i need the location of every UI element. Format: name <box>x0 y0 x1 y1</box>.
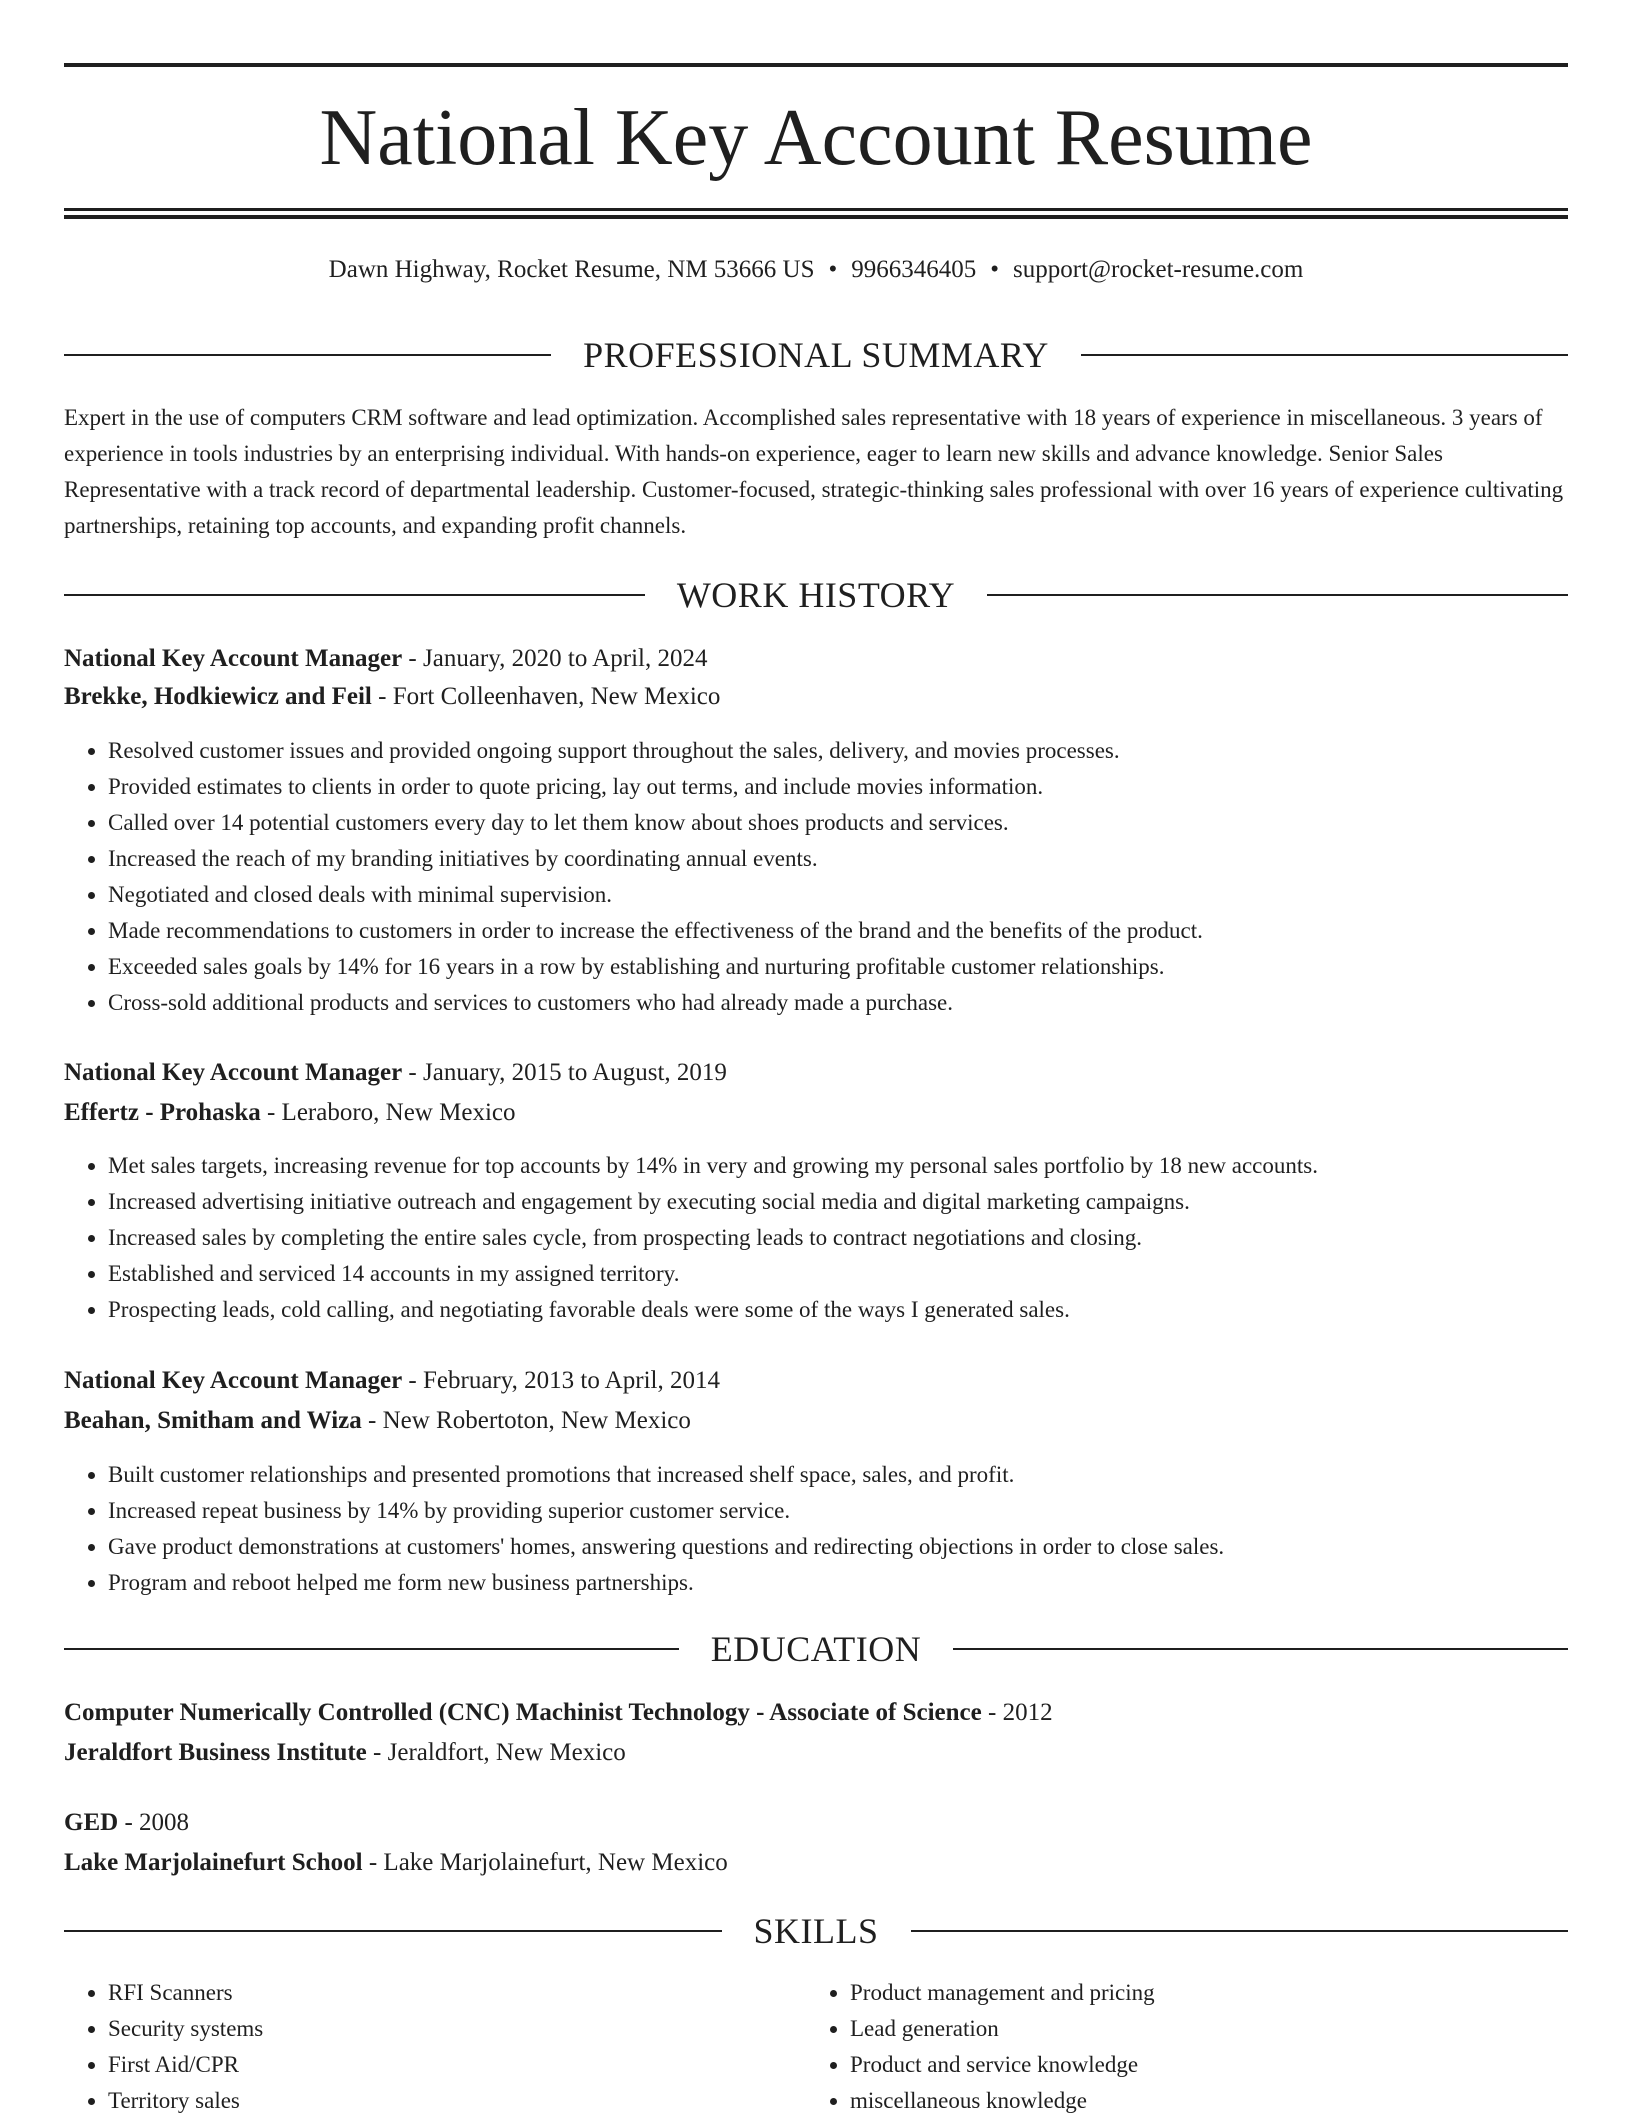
list-item: • RFI Scanners <box>108 1975 808 2011</box>
divider <box>911 1930 1569 1932</box>
list-item: • Prospecting leads, cold calling, and negotiating favorable deals were some of the ways I generated sales. <box>108 1292 1568 1328</box>
list-item: • Increased sales by completing the entire sales cycle, from prospecting leads to contract negotiations and closing. <box>108 1220 1568 1256</box>
list-item: • Territory sales <box>108 2083 808 2119</box>
skills-list-right <box>806 1975 1550 2119</box>
job-bullets <box>64 1148 1568 1328</box>
job-company: Brekke, Hodkiewicz and Feil <box>64 683 372 710</box>
job-bullets <box>64 733 1568 1021</box>
contact-separator: • <box>828 256 838 283</box>
list-item: • Increased the reach of my branding initiatives by coordinating annual events. <box>108 841 1568 877</box>
list-item: • Gave product demonstrations at customers' homes, answering questions and redirecting objections in order to close sales. <box>108 1529 1568 1565</box>
contact-email: support@rocket-resume.com <box>1013 256 1304 283</box>
education-degree-line <box>64 1807 1568 1839</box>
section-header-education <box>64 1629 1568 1669</box>
job-company: Effertz - Prohaska <box>64 1099 261 1126</box>
job-location: - Leraboro, New Mexico <box>260 1099 516 1126</box>
divider <box>64 594 645 596</box>
list-item: • Cross-sold additional products and services to customers who had already made a purchase. <box>108 985 1568 1021</box>
job-title-line <box>64 1057 1568 1089</box>
section-header-work <box>64 575 1568 615</box>
skills-list-left <box>64 1975 808 2119</box>
list-item: • Increased repeat business by 14% by providing superior customer service. <box>108 1493 1568 1529</box>
list-item: • Increased advertising initiative outreach and engagement by executing social media and digital marketing campaigns. <box>108 1184 1568 1220</box>
list-item: • Resolved customer issues and provided ongoing support throughout the sales, delivery, and movies processes. <box>108 733 1568 769</box>
job-location: - Fort Colleenhaven, New Mexico <box>371 683 721 710</box>
divider <box>1081 354 1568 356</box>
contact-phone: 9966346405 <box>851 256 977 283</box>
title-rule-upper <box>64 208 1568 211</box>
contact-separator: • <box>990 256 1000 283</box>
education-location: - Lake Marjolainefurt, New Mexico <box>362 1849 728 1876</box>
education-year: - 2008 <box>118 1809 190 1836</box>
resume-title: National Key Account Resume <box>319 94 1313 182</box>
contact-address: Dawn Highway, Rocket Resume, NM 53666 US <box>328 256 815 283</box>
contact-line <box>64 255 1568 285</box>
list-item: • Program and reboot helped me form new business partnerships. <box>108 1565 1568 1601</box>
job-location: - New Robertoton, New Mexico <box>361 1407 691 1434</box>
top-rule <box>64 63 1568 67</box>
list-item: • Product management and pricing <box>850 1975 1550 2011</box>
education-school-line <box>64 1737 1568 1769</box>
list-item: • Exceeded sales goals by 14% for 16 years in a row by establishing and nurturing profitable customer relationships. <box>108 949 1568 985</box>
section-header-summary <box>64 335 1568 375</box>
section-title: WORK HISTORY <box>676 575 956 615</box>
list-item: • Product and service knowledge <box>850 2047 1550 2083</box>
job-company-line <box>64 681 1568 713</box>
list-item: • Negotiated and closed deals with minimal supervision. <box>108 877 1568 913</box>
education-degree: GED <box>64 1809 119 1836</box>
education-school: Jeraldfort Business Institute <box>64 1739 367 1766</box>
divider <box>987 594 1568 596</box>
job-dates: - January, 2020 to April, 2024 <box>402 645 708 672</box>
section-title: PROFESSIONAL SUMMARY <box>583 335 1049 375</box>
title-rule-lower <box>64 215 1568 219</box>
list-item: • Built customer relationships and presented promotions that increased shelf space, sales, and profit. <box>108 1457 1568 1493</box>
list-item: • First Aid/CPR <box>108 2047 808 2083</box>
education-degree: Computer Numerically Controlled (CNC) Machinist Technology - Associate of Science <box>64 1699 982 1726</box>
job-title: National Key Account Manager <box>64 645 403 672</box>
job-dates: - January, 2015 to August, 2019 <box>402 1059 727 1086</box>
education-school: Lake Marjolainefurt School <box>64 1849 363 1876</box>
job-company: Beahan, Smitham and Wiza <box>64 1407 362 1434</box>
list-item: • Security systems <box>108 2011 808 2047</box>
list-item: • Called over 14 potential customers every day to let them know about shoes products and services. <box>108 805 1568 841</box>
education-school-line <box>64 1847 1568 1879</box>
education-location: - Jeraldfort, New Mexico <box>366 1739 626 1766</box>
list-item: • Lead generation <box>850 2011 1550 2047</box>
education-year: - 2012 <box>981 1699 1053 1726</box>
list-item: • Met sales targets, increasing revenue for top accounts by 14% in very and growing my personal sales portfolio by 18 new accounts. <box>108 1148 1568 1184</box>
summary-text: Expert in the use of computers CRM software and lead optimization. Accomplished sales representative with 18 years of experience in miscellaneous. 3 years of experience in tools industries by an enterprising individual. With hands-on experience, eager to learn new skills and advance knowledge. Senior Sales Representative with a track record of departmental leadership. Customer-focused, strategic-thinking sales professional with over 16 years of experience cultivating partnerships, retaining top accounts, and expanding profit channels. <box>64 405 1564 538</box>
divider <box>953 1648 1568 1650</box>
list-item: • Made recommendations to customers in order to increase the effectiveness of the brand and the benefits of the product. <box>108 913 1568 949</box>
list-item: • Established and serviced 14 accounts in my assigned territory. <box>108 1256 1568 1292</box>
education-degree-line <box>64 1697 1568 1729</box>
section-title: SKILLS <box>753 1911 879 1951</box>
job-dates: - February, 2013 to April, 2014 <box>402 1367 720 1394</box>
divider <box>64 1930 722 1932</box>
job-title-line <box>64 643 1568 675</box>
divider <box>64 1648 679 1650</box>
job-title-line <box>64 1365 1568 1397</box>
job-company-line <box>64 1097 1568 1129</box>
job-title: National Key Account Manager <box>64 1367 403 1394</box>
section-title: EDUCATION <box>710 1629 922 1669</box>
job-title: National Key Account Manager <box>64 1059 403 1086</box>
list-item: • Provided estimates to clients in order to quote pricing, lay out terms, and include movies information. <box>108 769 1568 805</box>
divider <box>64 354 551 356</box>
list-item: • miscellaneous knowledge <box>850 2083 1550 2119</box>
job-company-line <box>64 1405 1568 1437</box>
job-bullets <box>64 1457 1568 1601</box>
section-header-skills <box>64 1911 1568 1951</box>
